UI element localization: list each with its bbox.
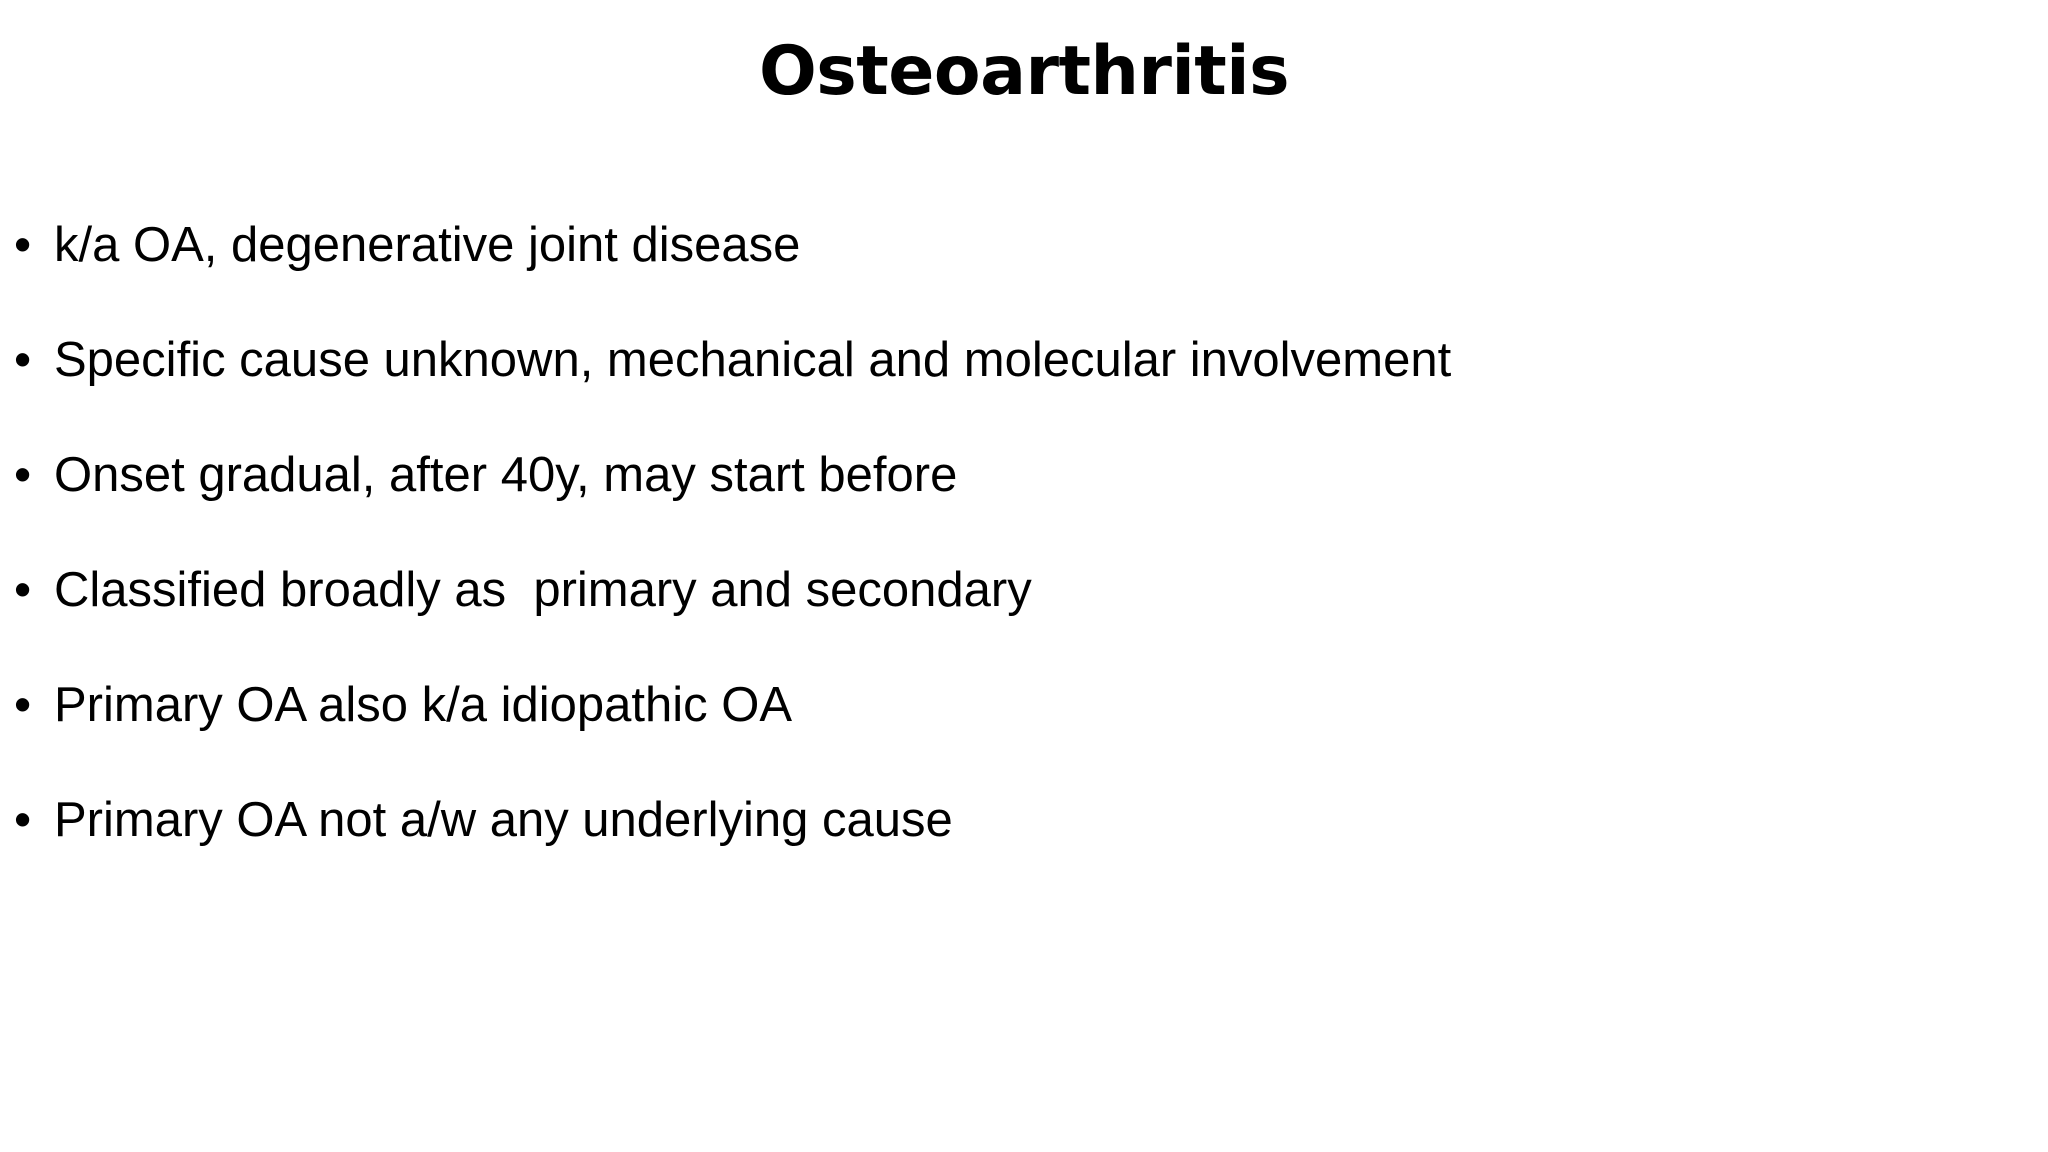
bullet-icon: • bbox=[14, 448, 32, 502]
bullet-text: Classified broadly as primary and secondary bbox=[54, 563, 1032, 617]
list-item bbox=[14, 210, 2014, 325]
list-item bbox=[14, 325, 2014, 440]
list-item bbox=[14, 555, 2014, 670]
bullet-text: Specific cause unknown, mechanical and molecular involvement bbox=[54, 333, 1452, 387]
bullet-icon: • bbox=[14, 678, 32, 732]
bullet-icon: • bbox=[14, 218, 32, 272]
bullet-icon: • bbox=[14, 333, 32, 387]
list-item bbox=[14, 670, 2014, 785]
bullet-text: Primary OA also k/a idiopathic OA bbox=[54, 678, 793, 732]
list-item bbox=[14, 440, 2014, 555]
bullet-text: k/a OA, degenerative joint disease bbox=[54, 218, 801, 272]
slide-title: Osteoarthritis bbox=[758, 32, 1290, 111]
bullet-icon: • bbox=[14, 563, 32, 617]
bullet-list bbox=[14, 210, 2014, 900]
bullet-text: Onset gradual, after 40y, may start before bbox=[54, 448, 958, 502]
list-item bbox=[14, 785, 2014, 900]
bullet-text: Primary OA not a/w any underlying cause bbox=[54, 793, 953, 847]
bullet-icon: • bbox=[14, 793, 32, 847]
